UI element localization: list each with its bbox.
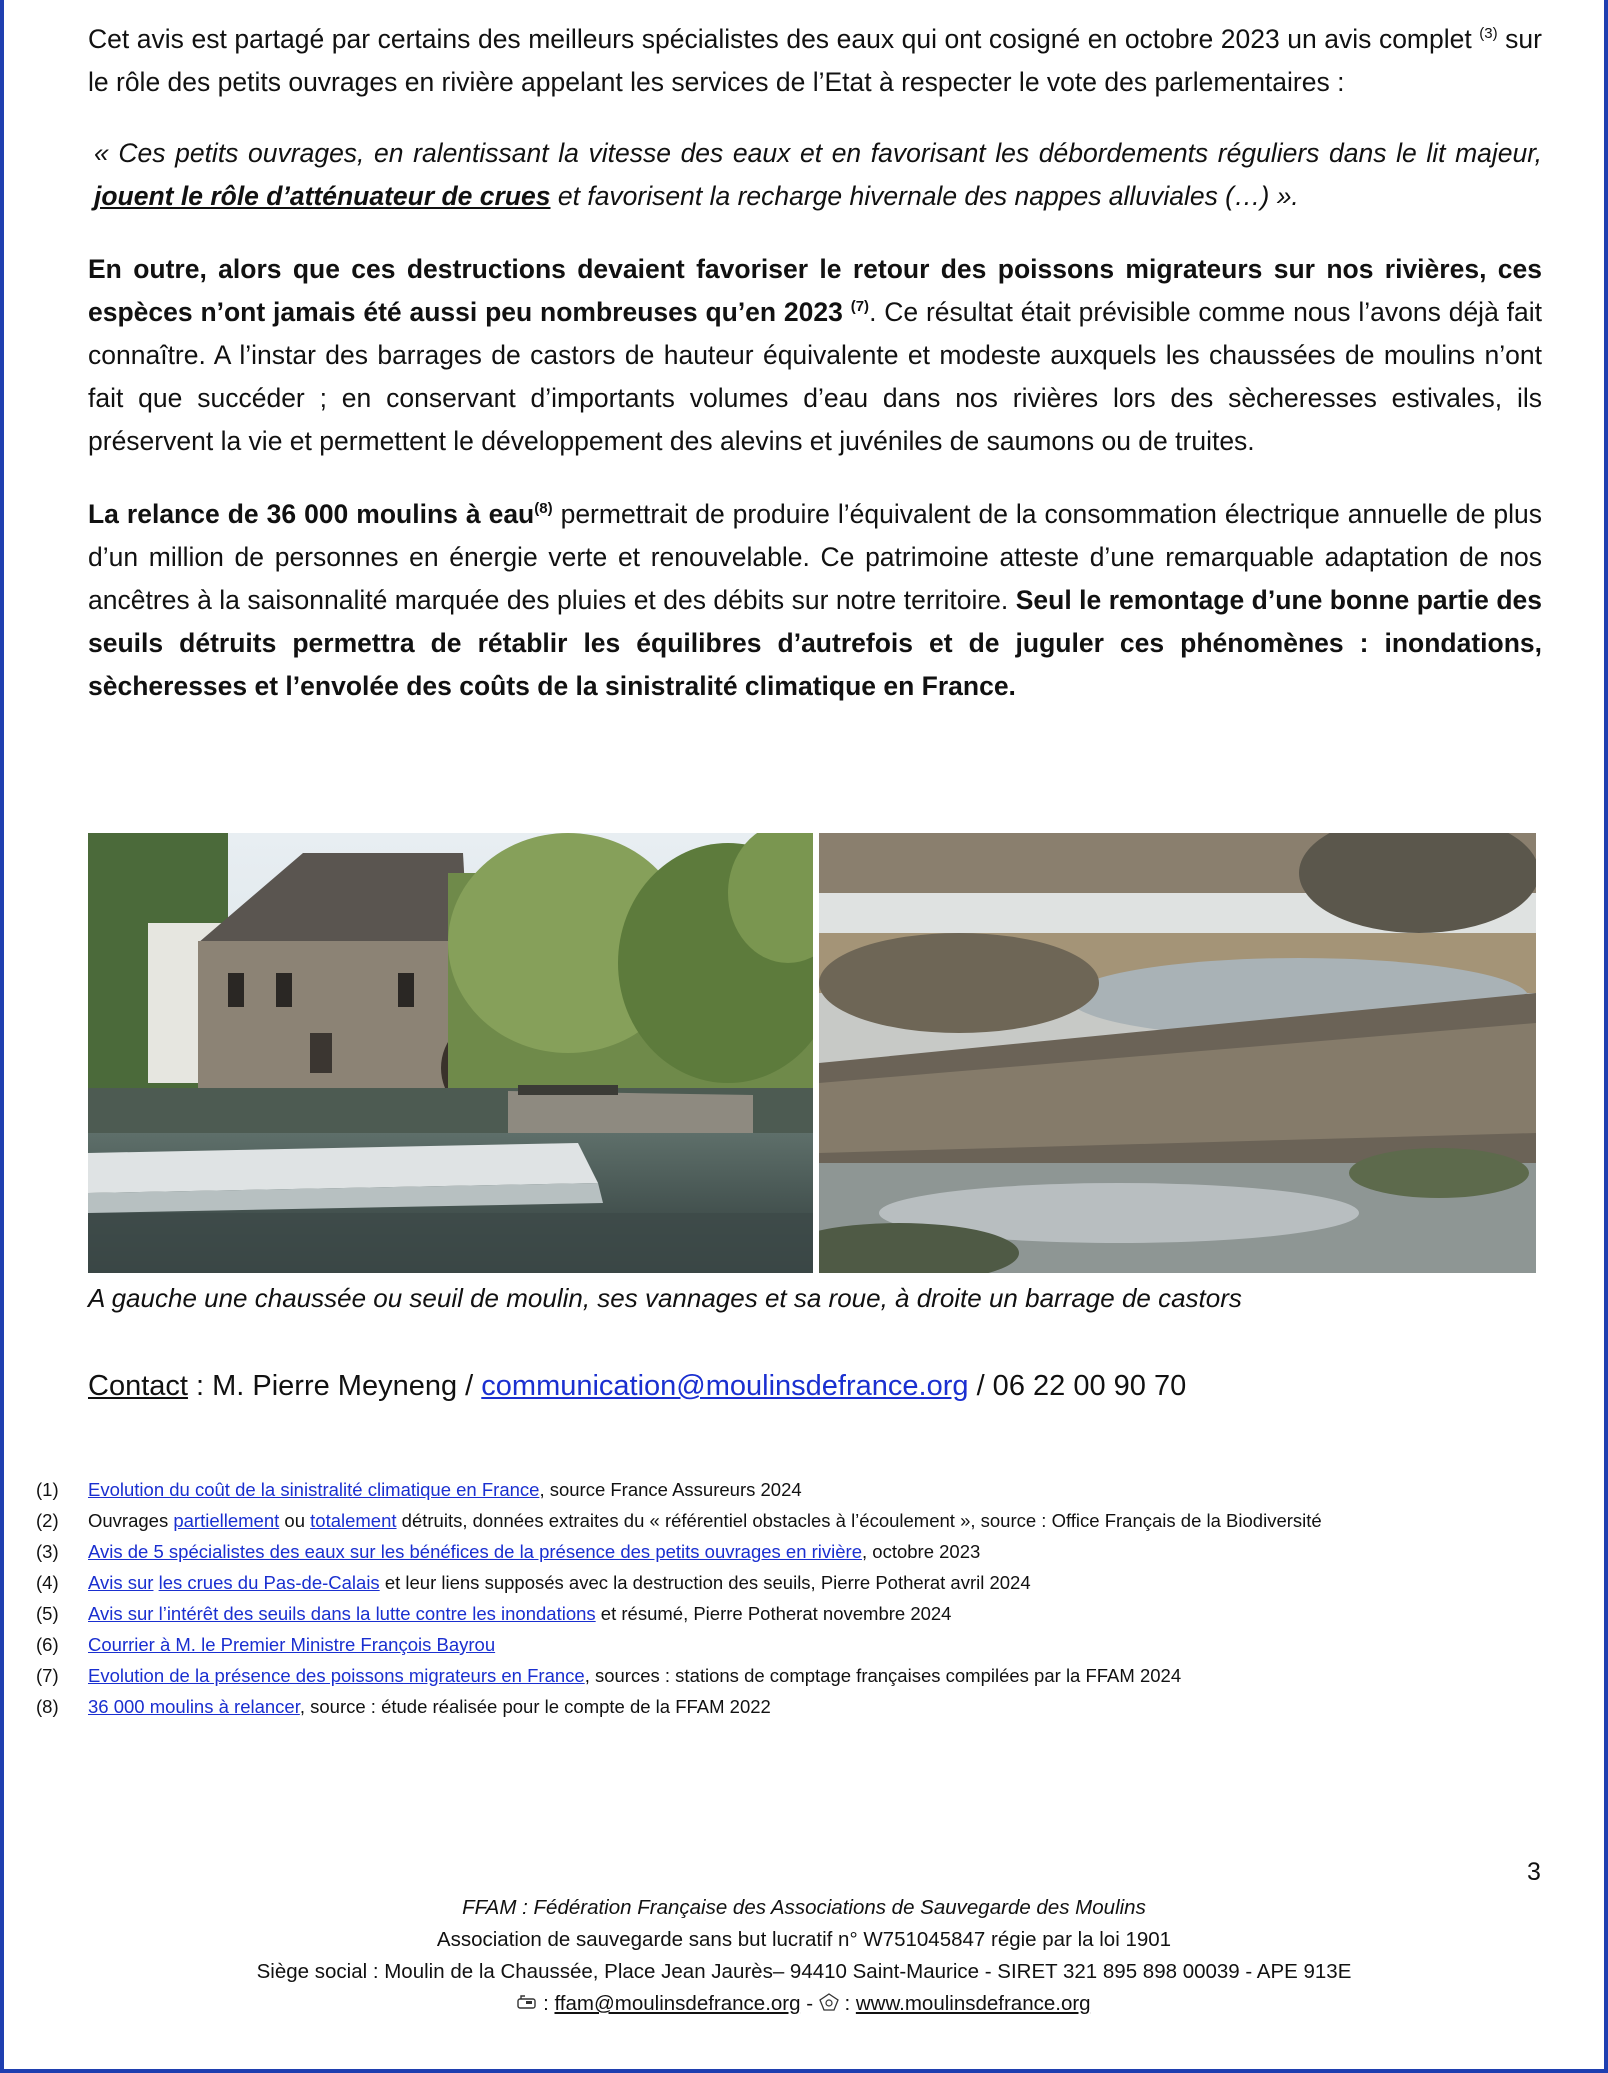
contact-phone: / 06 22 00 90 70 [968, 1370, 1187, 1402]
footnote-number: (7) [36, 1665, 59, 1686]
footnote-text: et résumé, Pierre Potherat novembre 2024 [595, 1603, 952, 1624]
footnote-4 [36, 1567, 1576, 1598]
footnote-5-link[interactable]: Avis sur l’intérêt des seuils dans la lutte contre les inondations [88, 1603, 596, 1624]
footnote-3-link[interactable]: Avis de 5 spécialistes des eaux sur les bénéfices de la présence des petits ouvrages en rivière [88, 1541, 863, 1562]
footnote-text: ou [279, 1510, 311, 1531]
contact-line [88, 1367, 1186, 1405]
footnote-number: (1) [36, 1479, 59, 1500]
footnote-text: , source France Assureurs 2024 [539, 1479, 802, 1500]
paragraph-2 [88, 248, 1542, 463]
footnote-2-link-totalement[interactable]: totalement [310, 1510, 397, 1531]
contact-label: Contact [88, 1370, 188, 1402]
p2-text: . Ce résultat était prévisible comme nous l’avons déjà fait connaître. A l’instar des barrages de castors de hauteur équivalente et modeste auxquels les chaussées de moulins n’ont fait que succéder ; en conservant d’importants volumes d’eau dans nos rivières lors des sècheresses estivales, ils préservent la vie et permettent le développement des alevins et juvéniles de saumons ou de truites. [88, 297, 1542, 456]
main-text [88, 18, 1542, 708]
quote-underlined: jouent le rôle d’atténuateur de crues [94, 181, 551, 211]
footnote-number: (3) [36, 1541, 59, 1562]
p1-text-a: Cet avis est partagé par certains des meilleurs spécialistes des eaux qui ont cosigné en octobre 2023 un avis complet [88, 24, 1480, 54]
footer [0, 1892, 1608, 2021]
footnote-1 [36, 1474, 1576, 1505]
paragraph-3 [88, 493, 1542, 708]
p2-footnote-ref: (7) [850, 298, 870, 316]
footer-address: Siège social : Moulin de la Chaussée, Place Jean Jaurès– 94410 Saint-Maurice - SIRET 321 895 898 00039 - APE 913E [256, 1960, 1352, 1983]
p3-bold-conclusion: Seul le remontage d’une bonne partie des seuils détruits permettra de rétablir les équilibres d’autrefois et de juguler ces phénomènes : inondations, sècheresses et l’envolée des coûts de la sinistralité climatique en France. [88, 585, 1542, 701]
p3-footnote-ref: (8) [534, 500, 553, 518]
footnote-4-link-crues[interactable]: les crues du Pas-de-Calais [158, 1572, 380, 1593]
footer-separator: - [800, 1992, 819, 2015]
footnote-text: détruits, données extraites du « référentiel obstacles à l’écoulement », source : Office Français de la Biodiversité [396, 1510, 1322, 1531]
footnote-6 [36, 1629, 1576, 1660]
footnote-number: (4) [36, 1572, 59, 1593]
footnote-6-link[interactable]: Courrier à M. le Premier Ministre François Bayrou [88, 1634, 496, 1655]
footnote-5 [36, 1598, 1576, 1629]
footnote-2-link-partiellement[interactable]: partiellement [173, 1510, 280, 1531]
contact-email-link[interactable]: communication@moulinsdefrance.org [481, 1370, 969, 1402]
footer-separator: : [537, 1992, 555, 2015]
p2-bold: En outre, alors que ces destructions devaient favoriser le retour des poissons migrateurs sur nos rivières, ces espèces n’ont jamais été aussi peu nombreuses qu’en 2023 [88, 254, 1542, 327]
photo-row [88, 833, 1536, 1273]
footnote-text: et leur liens supposés avec la destruction des seuils, Pierre Potherat avril 2024 [379, 1572, 1031, 1593]
contact-name: : M. Pierre Meyneng / [187, 1370, 482, 1402]
footnote-7 [36, 1660, 1576, 1691]
p1-footnote-ref: (3) [1479, 25, 1498, 43]
footer-separator: : [838, 1992, 856, 2015]
footnotes [36, 1474, 1576, 1722]
web-icon [819, 1989, 839, 2021]
p1-text-b: sur le rôle des petits ouvrages en rivière appelant les services de l’Etat à respecter le vote des parlementaires : [88, 24, 1542, 97]
footnote-1-link[interactable]: Evolution du coût de la sinistralité climatique en France [88, 1479, 540, 1500]
footnote-text: Ouvrages [88, 1510, 174, 1531]
footnote-8 [36, 1691, 1576, 1722]
footnote-number: (6) [36, 1634, 59, 1655]
footer-association: Association de sauvegarde sans but lucratif n° W751045847 régie par la loi 1901 [436, 1928, 1172, 1951]
mill-weir-photo [88, 833, 813, 1273]
footer-email-link[interactable]: ffam@moulinsdefrance.org [554, 1992, 801, 2015]
p3-text: permettrait de produire l’équivalent de la consommation électrique annuelle de plus d’un million de personnes en énergie verte et renouvelable. Ce patrimoine atteste d’une remarquable adaptation de nos ancêtres à la saisonnalité marquée des pluies et des débits sur notre territoire. [88, 499, 1542, 615]
footer-org-name: FFAM : Fédération Française des Associations de Sauvegarde des Moulins [462, 1896, 1146, 1919]
quote-paragraph [88, 132, 1542, 218]
beaver-dam-photo [819, 833, 1536, 1273]
footnote-number: (8) [36, 1696, 59, 1717]
footnote-text: , sources : stations de comptage françaises compilées par la FFAM 2024 [584, 1665, 1182, 1686]
p3-bold: La relance de 36 000 moulins à eau [88, 499, 535, 529]
mailbox-icon [517, 1989, 537, 2021]
photo-caption: A gauche une chaussée ou seuil de moulin, ses vannages et sa roue, à droite un barrage de castors [88, 1283, 1242, 1313]
footnote-number: (2) [36, 1510, 59, 1531]
quote-text-a: « Ces petits ouvrages, en ralentissant la vitesse des eaux et en favorisant les débordements réguliers dans le lit majeur, [94, 138, 1542, 168]
footnote-7-link[interactable]: Evolution de la présence des poissons migrateurs en France [88, 1665, 585, 1686]
paragraph-1 [88, 18, 1542, 104]
footnote-3 [36, 1536, 1576, 1567]
footnote-4-link-avis[interactable]: Avis sur [88, 1572, 154, 1593]
footnote-text: , octobre 2023 [862, 1541, 981, 1562]
footnote-text: , source : étude réalisée pour le compte de la FFAM 2022 [299, 1696, 771, 1717]
page-number: 3 [1527, 1858, 1541, 1886]
footnote-8-link[interactable]: 36 000 moulins à relancer [88, 1696, 300, 1717]
footnote-2 [36, 1505, 1576, 1536]
footnote-number: (5) [36, 1603, 59, 1624]
footer-contacts [0, 1988, 1608, 2021]
footer-website-link[interactable]: www.moulinsdefrance.org [855, 1992, 1091, 2015]
quote-text-b: et favorisent la recharge hivernale des nappes alluviales (…) ». [550, 181, 1299, 211]
